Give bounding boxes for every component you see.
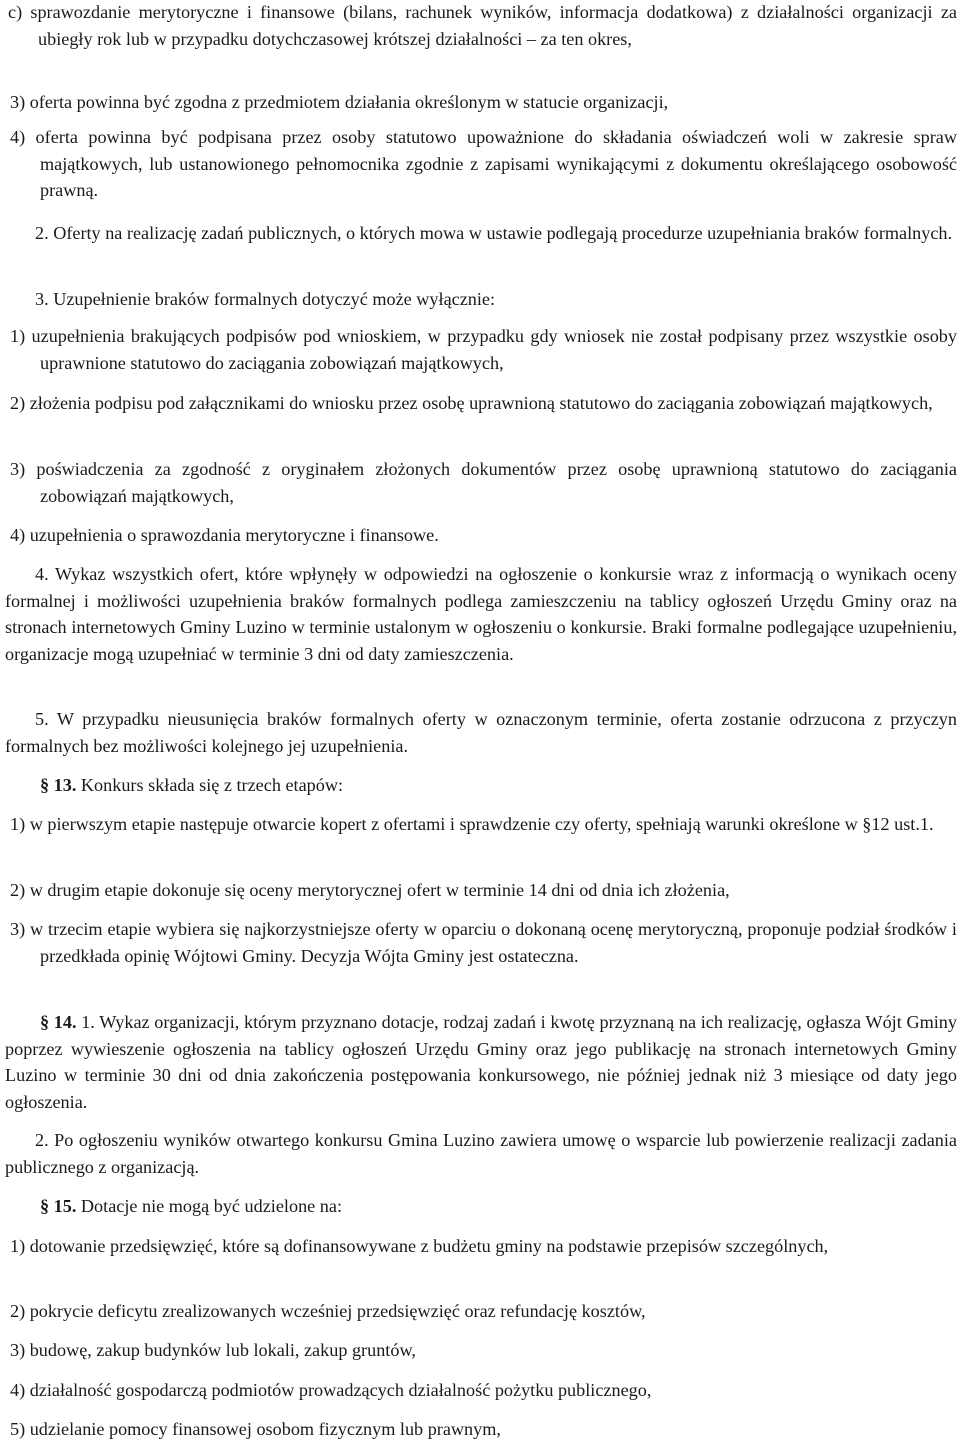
paragraph-stage-3: 3) w trzecim etapie wybiera się najkorzystniejsze oferty w oparciu o dokonaną ocenę merytoryczną, proponuje podział środków i przedkłada opinię Wójtowi Gminy. Decyzja Wójta Gminy jest ostateczna. [10,919,957,966]
paragraph-point-2: 2. Oferty na realizację zadań publicznych, o których mowa w ustawie podlegają procedurze uzupełniania braków formalnych. [35,223,953,243]
paragraph-exclusion-2: 2) pokrycie deficytu zrealizowanych wcześniej przedsięwzięć oraz refundację kosztów, [10,1301,646,1321]
paragraph-point-4: 4. Wykaz wszystkich ofert, które wpłynęły w odpowiedzi na ogłoszenie o konkursie wraz z informacją o wynikach oceny formalnej i możliwości uzupełnienia braków formalnych podlega zamieszczeniu na tablicy ogłoszeń Urzędu Gminy oraz na stronach internetowych Gminy Luzino w terminie ustalonym w ogłoszeniu o konkursie. Braki formalne podlegające uzupełnieniu, organizacje mogą uzupełniać w terminie 3 dni od daty zamieszczenia. [5,564,957,664]
paragraph-item-4-offer-signature: 4) oferta powinna być podpisana przez osoby statutowo upoważnione do składania oświadczeń woli w zakresie spraw majątkowych, lub ustanowionego pełnomocnika zgodnie z zapisami wynikającymi z dokumentu określającego osobowość prawną. [10,127,957,200]
paragraph-exclusion-3: 3) budowę, zakup budynków lub lokali, zakup gruntów, [10,1340,416,1360]
section-text: Dotacje nie mogą być udzielone na: [76,1196,343,1216]
section-13-heading [5,772,957,799]
paragraph-point-5: 5. W przypadku nieusunięcia braków formalnych oferty w oznaczonym terminie, oferta zostanie odrzucona z przyczyn formalnych bez możliwości kolejnego jej uzupełnienia. [5,709,957,756]
paragraph-subitem-4-reports: 4) uzupełnienia o sprawozdania merytoryczne i finansowe. [10,525,439,545]
paragraph-point-3: 3. Uzupełnienie braków formalnych dotyczyć może wyłącznie: [35,289,496,309]
paragraph-exclusion-5: 5) udzielanie pomocy finansowej osobom fizycznym lub prawnym, [10,1419,501,1439]
paragraph-exclusion-1: 1) dotowanie przedsięwzięć, które są dofinansowywane z budżetu gminy na podstawie przepisów szczególnych, [10,1236,829,1256]
paragraph-item-c-financial-report: c) sprawozdanie merytoryczne i finansowe (bilans, rachunek wyników, informacja dodatkowa) z działalności organizacji za ubiegły rok lub w przypadku dotychczasowej krótszej działalności – za ten okres, [8,2,957,49]
section-number: § 14. [40,1012,77,1032]
section-number: § 13. [40,775,77,795]
paragraph-stage-2: 2) w drugim etapie dokonuje się oceny merytorycznej ofert w terminie 14 dni od dnia ich złożenia, [10,880,730,900]
paragraph-stage-1: 1) w pierwszym etapie następuje otwarcie kopert z ofertami i sprawdzenie czy oferty, spełniają warunki określone w §12 ust.1. [10,814,934,834]
paragraph-exclusion-4: 4) działalność gospodarczą podmiotów prowadzących działalność pożytku publicznego, [10,1380,652,1400]
paragraph-item-3-offer-compliance: 3) oferta powinna być zgodna z przedmiotem działania określonym w statucie organizacji, [10,92,669,112]
paragraph-subitem-1-signatures: 1) uzupełnienia brakujących podpisów pod wnioskiem, w przypadku gdy wniosek nie został podpisany przez wszystkie osoby uprawnione statutowo do zaciągania zobowiązań majątkowych, [10,326,957,373]
section-15-heading [5,1193,957,1220]
section-text: 1. Wykaz organizacji, którym przyznano dotacje, rodzaj zadań i kwotę przyznaną na ich realizację, ogłasza Wójt Gminy poprzez wywieszenie ogłoszenia na tablicy ogłoszeń Urzędu Gminy oraz jego publikację na stronach internetowych Gminy Luzino w terminie 30 dni od dnia zakończenia postępowania konkursowego, nie później jednak niż 3 miesiące od daty jego ogłoszenia. [5,1012,957,1112]
paragraph-subitem-3-certification: 3) poświadczenia za zgodność z oryginałem złożonych dokumentów przez osobę uprawnioną statutowo do zaciągania zobowiązań majątkowych, [10,459,957,506]
paragraph-subitem-2-attachments: 2) złożenia podpisu pod załącznikami do wniosku przez osobę uprawnioną statutowo do zaciągania zobowiązań majątkowych, [10,393,933,413]
paragraph-section-14-point-2: 2. Po ogłoszeniu wyników otwartego konkursu Gmina Luzino zawiera umowę o wsparcie lub powierzenie realizacji zadania publicznego z organizacją. [5,1130,957,1177]
section-text: Konkurs składa się z trzech etapów: [76,775,344,795]
section-14-paragraph [5,1009,957,1115]
section-number: § 15. [40,1196,77,1216]
